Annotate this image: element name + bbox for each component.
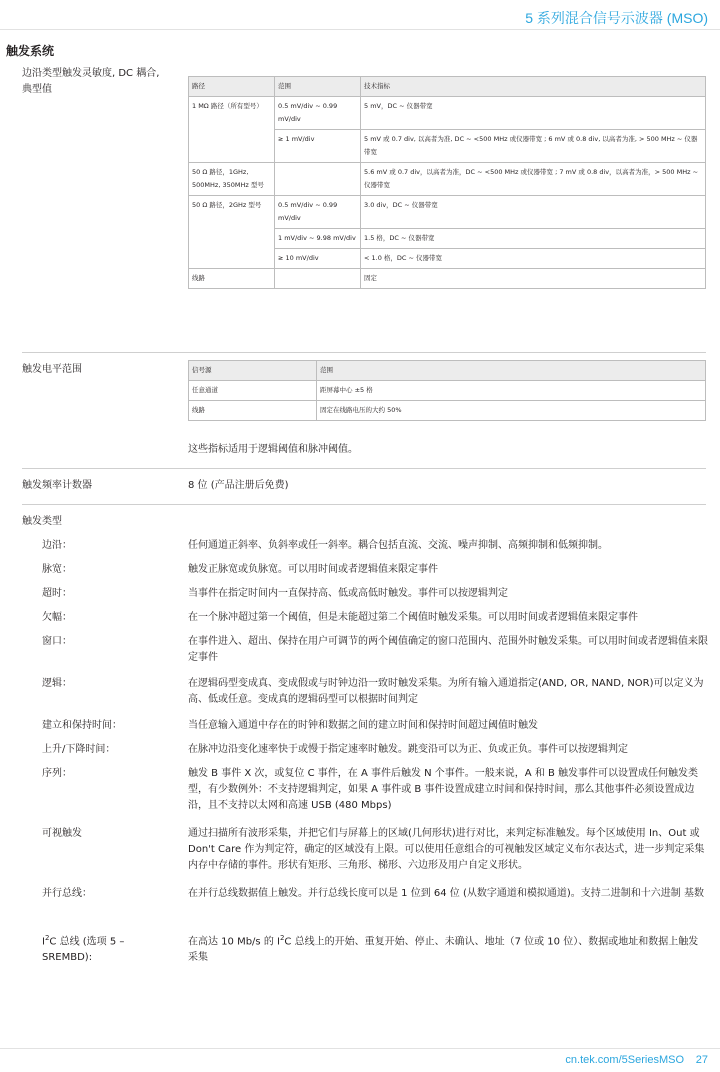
table-cell: 3.0 div，DC ~ 仪器带宽 bbox=[361, 196, 706, 229]
trigger-type-desc: 当事件在指定时间内一直保持高、低或高低时触发。事件可以按逻辑判定 bbox=[188, 588, 508, 599]
label-line: 边沿类型触发灵敏度, DC 耦合, bbox=[22, 68, 160, 79]
table-cell: 1 mV/div ~ 9.98 mV/div bbox=[275, 229, 361, 249]
page-header-title: 5 系列混合信号示波器 (MSO) bbox=[525, 10, 708, 26]
table-cell: 5 mV 或 0.7 div, 以高者为准, DC ~ <500 MHz 或仪器带宽 ; 6 mV 或 0.8 div, 以高者为准, > 500 MHz ~ 仪器带宽 bbox=[361, 130, 706, 163]
table-cell: 50 Ω 路径，2GHz 型号 bbox=[189, 196, 275, 269]
table-row bbox=[189, 401, 706, 421]
trigger-type-name: 欠幅： bbox=[42, 612, 72, 623]
label-line: 典型值 bbox=[22, 84, 52, 95]
table-cell: 线路 bbox=[189, 401, 317, 421]
table-cell: 距屏幕中心 ±5 格 bbox=[317, 381, 706, 401]
table-cell: 5.6 mV 或 0.7 div，以高者为准，DC ~ <500 MHz 或仪器带宽 ; 7 mV 或 0.8 div，以高者为准，> 500 MHz ~ 仪器带宽 bbox=[361, 163, 706, 196]
table-row bbox=[189, 97, 706, 130]
trigger-type-desc: 在事件进入、超出、保持在用户可调节的两个阈值确定的窗口范围内、范围外时触发采集。可以用时间或者逻辑值来限定事件 bbox=[188, 636, 708, 663]
trigger-type-name: 上升/下降时间： bbox=[42, 744, 116, 755]
table-cell: 50 Ω 路径，1GHz, 500MHz, 350MHz 型号 bbox=[189, 163, 275, 196]
trigger-type-desc: 当任意输入通道中存在的时钟和数据之间的建立时间和保持时间超过阈值时触发 bbox=[188, 720, 538, 731]
name-part: C 总线 (选项 5 – bbox=[49, 936, 125, 948]
header-divider bbox=[0, 29, 720, 30]
row-divider bbox=[22, 504, 706, 505]
table-row bbox=[189, 269, 706, 289]
table-row bbox=[189, 381, 706, 401]
header-cell: 技术指标 bbox=[361, 77, 706, 97]
header-cell: 范围 bbox=[275, 77, 361, 97]
trigger-type-name: 序列： bbox=[42, 768, 72, 779]
trigger-types-label: 触发类型 bbox=[22, 516, 62, 527]
trigger-type-name: 建立和保持时间： bbox=[42, 720, 122, 731]
trigger-type-desc: 在一个脉冲超过第一个阈值，但是未能超过第二个阈值时触发采集。可以用时间或者逻辑值来限定事件 bbox=[188, 612, 638, 623]
trigger-type-name: 脉宽： bbox=[42, 564, 72, 575]
table-cell: 0.5 mV/div ~ 0.99 mV/div bbox=[275, 196, 361, 229]
trigger-level-label: 触发电平范围 bbox=[22, 364, 82, 375]
table-cell: 线路 bbox=[189, 269, 275, 289]
trigger-type-desc: 触发 B 事件 X 次，或复位 C 事件，在 A 事件后触发 N 个事件。一般来说，A 和 B 触发事件可以设置成任何触发类型，有少数例外：不支持逻辑判定，如果 A 事件或 B 事件设置成建立时间和保持时间，那么其他事件必须设置成边沿，且不支持以太网和高速 USB (480 Mbps) bbox=[188, 768, 699, 811]
trigger-type-name: 窗口： bbox=[42, 636, 72, 647]
table-cell: 0.5 mV/div ~ 0.99 mV/div bbox=[275, 97, 361, 130]
trigger-level-table bbox=[188, 360, 706, 421]
trigger-type-desc: 在逻辑码型变成真、变成假或与时钟边沿一致时触发采集。为所有输入通道指定(AND, OR, NAND, NOR)可以定义为高、低或任意。变成真的逻辑码型可以根据时间判定 bbox=[188, 678, 704, 705]
header-cell: 路径 bbox=[189, 77, 275, 97]
page-number: 27 bbox=[695, 1054, 708, 1066]
table-header-row bbox=[189, 77, 706, 97]
section-title: 触发系统 bbox=[6, 44, 55, 58]
trigger-type-desc bbox=[188, 930, 708, 966]
trigger-type-desc: 通过扫描所有波形采集，并把它们与屏幕上的区域(几何形状)进行对比，来判定标准触发。每个区域使用 In、Out 或 Don't Care 作为判定符，确定的区域没有上限。可以使用任意组合的可视触发区域定义布尔表达式，进一步判定采集内存中存储的事件。形状有矩形、三角形、梯形、六边形及用户自定义形状。 bbox=[188, 828, 705, 871]
desc-part: C 总线上的开始、重复开始、停止、未确认、地址（7 位或 10 位）、数据或地址和数据上触发采集 bbox=[188, 936, 699, 964]
edge-sensitivity-table bbox=[188, 76, 706, 289]
table-cell: ≥ 1 mV/div bbox=[275, 130, 361, 163]
freq-counter-label: 触发频率计数器 bbox=[22, 480, 92, 491]
edge-sensitivity-label bbox=[22, 66, 182, 98]
name-part: SREMBD): bbox=[42, 952, 93, 964]
table-cell: 固定在线路电压的大约 50% bbox=[317, 401, 706, 421]
trigger-type-desc: 在并行总线数据值上触发。并行总线长度可以是 1 位到 64 位 (从数字通道和模拟通道)。支持二进制和十六进制 基数 bbox=[188, 888, 704, 899]
table-cell: 固定 bbox=[361, 269, 706, 289]
table-cell: 1.5 格，DC ~ 仪器带宽 bbox=[361, 229, 706, 249]
footer-divider bbox=[0, 1048, 720, 1049]
trigger-type-name: 可视触发 bbox=[42, 828, 82, 839]
superscript: 2 bbox=[44, 934, 50, 942]
header-cell: 信号源 bbox=[189, 361, 317, 381]
trigger-type-name: 边沿： bbox=[42, 540, 72, 551]
table-cell: ≥ 10 mV/div bbox=[275, 249, 361, 269]
trigger-type-name bbox=[42, 930, 182, 966]
table-cell: 5 mV，DC ~ 仪器带宽 bbox=[361, 97, 706, 130]
trigger-type-desc: 在脉冲边沿变化速率快于或慢于指定速率时触发。跳变沿可以为正、负或正负。事件可以按逻辑判定 bbox=[188, 744, 628, 755]
trigger-type-desc: 触发正脉宽或负脉宽。可以用时间或者逻辑值来限定事件 bbox=[188, 564, 438, 575]
table-cell: 任意通道 bbox=[189, 381, 317, 401]
table-cell: < 1.0 格，DC ~ 仪器带宽 bbox=[361, 249, 706, 269]
table-header-row bbox=[189, 361, 706, 381]
table-cell: 1 MΩ 路径（所有型号） bbox=[189, 97, 275, 163]
trigger-level-note: 这些指标适用于逻辑阈值和脉冲阈值。 bbox=[188, 444, 358, 455]
desc-part: 在高达 10 Mb/s 的 I bbox=[188, 936, 280, 948]
freq-counter-value: 8 位 (产品注册后免费) bbox=[188, 480, 289, 491]
trigger-type-desc: 任何通道正斜率、负斜率或任一斜率。耦合包括直流、交流、噪声抑制、高频抑制和低频抑制。 bbox=[188, 540, 608, 551]
table-row bbox=[189, 196, 706, 229]
table-row bbox=[189, 163, 706, 196]
superscript: 2 bbox=[279, 934, 285, 942]
trigger-type-name: 逻辑： bbox=[42, 678, 72, 689]
trigger-type-name: 并行总线： bbox=[42, 888, 92, 899]
table-cell bbox=[275, 163, 361, 196]
table-cell bbox=[275, 269, 361, 289]
footer-url-link[interactable]: cn.tek.com/5SeriesMSO bbox=[565, 1054, 684, 1066]
name-part: I bbox=[42, 936, 45, 948]
row-divider bbox=[22, 352, 706, 353]
trigger-type-name: 超时： bbox=[42, 588, 72, 599]
header-cell: 范围 bbox=[317, 361, 706, 381]
row-divider bbox=[22, 468, 706, 469]
